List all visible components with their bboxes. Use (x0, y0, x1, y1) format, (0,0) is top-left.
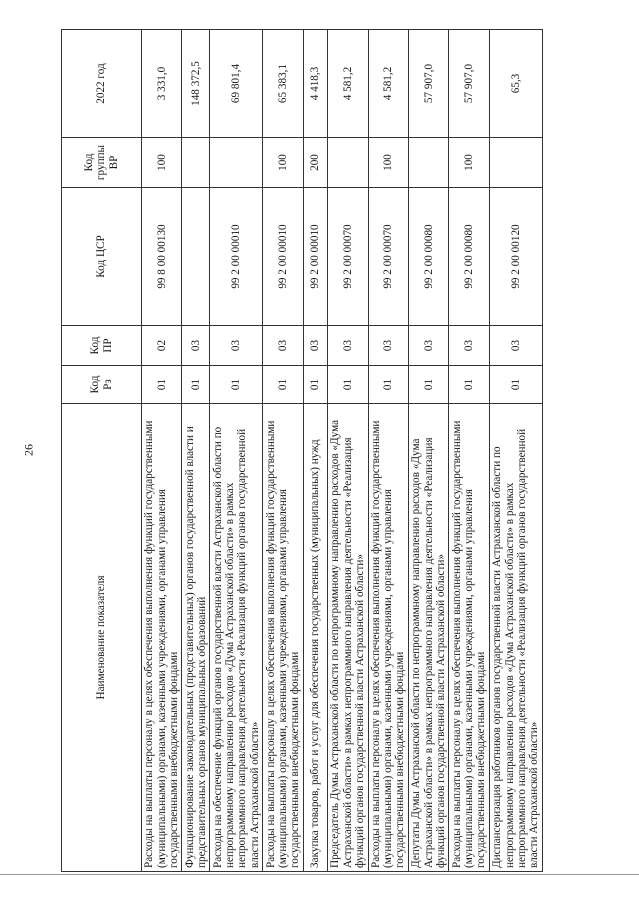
row-amount: 3 331,0 (142, 30, 182, 138)
table-row (489, 30, 542, 872)
row-csr: 99 2 00 00080 (449, 188, 489, 326)
header-csr: Код ЦСР (62, 188, 142, 326)
row-pr: 03 (408, 326, 448, 366)
row-rz: 01 (182, 366, 210, 404)
row-csr: 99 2 00 00010 (210, 188, 263, 326)
row-name: Расходы на выплаты персоналу в целях обеспечения выполнения функций государственными (муниципальными) органами, казенными учреждениями, органами управления государственными внебюджетными фондами (449, 404, 489, 872)
row-amount: 69 801,4 (210, 30, 263, 138)
row-csr: 99 2 00 00120 (489, 188, 542, 326)
row-csr: 99 2 00 00070 (328, 188, 368, 326)
row-amount: 4 581,2 (368, 30, 408, 138)
table-row (368, 30, 408, 872)
row-pr: 03 (489, 326, 542, 366)
row-pr: 03 (449, 326, 489, 366)
header-name: Наименование показателя (62, 404, 142, 872)
table-row (449, 30, 489, 872)
table-row (408, 30, 448, 872)
row-amount: 4 581,2 (328, 30, 368, 138)
row-amount: 57 907,0 (449, 30, 489, 138)
row-name: Депутаты Думы Астраханской области по непрограммному направлению расходов «Дума Астраханской области» в рамках непрограммного направления деятельности «Реализация функций органов государственной власти Астраханской области» (408, 404, 448, 872)
row-name: Председатель Думы Астраханской области по непрограммному направлению расходов «Дума Астраханской области» в рамках непрограммного направления деятельности «Реализация функций органов государственной власти Астраханской области» (328, 404, 368, 872)
row-pr: 02 (142, 326, 182, 366)
row-vr: 100 (449, 138, 489, 188)
row-rz: 01 (142, 366, 182, 404)
row-vr: 100 (142, 138, 182, 188)
row-amount: 57 907,0 (408, 30, 448, 138)
table-row (328, 30, 368, 872)
row-name: Расходы на выплаты персоналу в целях обеспечения выполнения функций государственными (муниципальными) органами, казенными учреждениями, органами управления государственными внебюджетными фондами (368, 404, 408, 872)
row-rz: 01 (368, 366, 408, 404)
row-vr (182, 138, 210, 188)
row-amount: 65,3 (489, 30, 542, 138)
row-vr (408, 138, 448, 188)
row-vr (328, 138, 368, 188)
row-amount: 148 372,5 (182, 30, 210, 138)
row-name: Функционирование законодательных (представительных) органов государственной власти и представительных органов муниципальных образований (182, 404, 210, 872)
header-vr: Код группы ВР (62, 138, 142, 188)
table-row (182, 30, 210, 872)
bottom-rule (0, 874, 639, 875)
row-amount: 4 418,3 (303, 30, 327, 138)
row-rz: 01 (328, 366, 368, 404)
row-vr: 100 (263, 138, 303, 188)
row-csr: 99 2 00 00080 (408, 188, 448, 326)
row-pr: 03 (263, 326, 303, 366)
row-name: Закупка товаров, работ и услуг для обеспечения государственных (муниципальных) нужд (303, 404, 327, 872)
row-csr: 99 2 00 00010 (303, 188, 327, 326)
row-vr: 100 (368, 138, 408, 188)
rotated-table-container (61, 30, 543, 872)
table-row (303, 30, 327, 872)
row-rz: 01 (489, 366, 542, 404)
row-vr (489, 138, 542, 188)
table-row (263, 30, 303, 872)
row-rz: 01 (303, 366, 327, 404)
row-name: Расходы на выплаты персоналу в целях обеспечения выполнения функций государственными (муниципальными) органами, казенными учреждениями, органами управления государственными внебюджетными фондами (263, 404, 303, 872)
row-pr: 03 (328, 326, 368, 366)
table-row (142, 30, 182, 872)
table-row (210, 30, 263, 872)
row-pr: 03 (210, 326, 263, 366)
page-number: 26 (21, 444, 36, 456)
row-amount: 65 383,1 (263, 30, 303, 138)
header-rz: Код Рз (62, 366, 142, 404)
row-pr: 03 (303, 326, 327, 366)
row-csr: 99 8 00 00130 (142, 188, 182, 326)
row-csr (182, 188, 210, 326)
row-name: Расходы на обеспечение функций органов государственной власти Астраханской области по непрограммному направлению расходов «Дума Астраханской области» в рамках непрограммного направления деятельности «Реализация функций органов государственной власти Астраханской области» (210, 404, 263, 872)
header-year: 2022 год (62, 30, 142, 138)
row-name: Расходы на выплаты персоналу в целях обеспечения выполнения функций государственными (муниципальными) органами, казенными учреждениями, органами управления государственными внебюджетными фондами (142, 404, 182, 872)
table-header-row (62, 30, 142, 872)
row-csr: 99 2 00 00070 (368, 188, 408, 326)
row-vr: 200 (303, 138, 327, 188)
row-pr: 03 (368, 326, 408, 366)
row-rz: 01 (263, 366, 303, 404)
budget-table (61, 29, 543, 872)
row-pr: 03 (182, 326, 210, 366)
header-pr: Код ПР (62, 326, 142, 366)
row-name: Диспансеризация работников органов государственной власти Астраханской области по непрограммному направлению расходов «Дума Астраханской области» в рамках непрограммного направления деятельности «Реализация функций органов государственной власти Астраханской области» (489, 404, 542, 872)
row-rz: 01 (408, 366, 448, 404)
row-vr (210, 138, 263, 188)
row-rz: 01 (210, 366, 263, 404)
row-csr: 99 2 00 00010 (263, 188, 303, 326)
row-rz: 01 (449, 366, 489, 404)
